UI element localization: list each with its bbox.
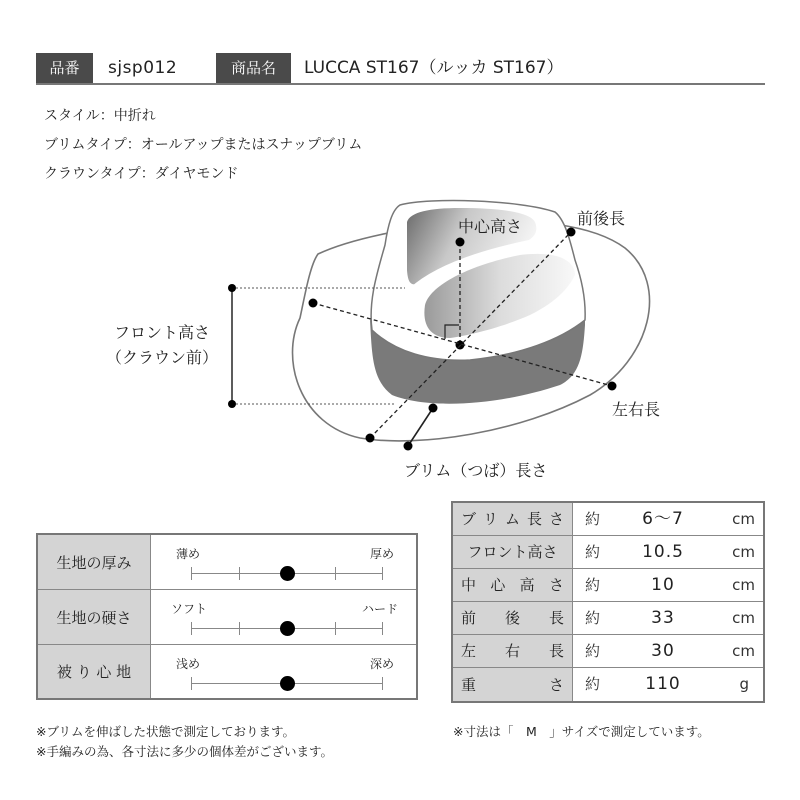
scale-max-label: 深め bbox=[369, 657, 394, 671]
scale-min-label: ソフト bbox=[171, 602, 208, 616]
style-line-style: スタイル：中折れ bbox=[44, 108, 156, 124]
spec-row-center-height bbox=[453, 569, 763, 602]
spec-label bbox=[453, 602, 573, 634]
char-label: 被 り 心 地 bbox=[38, 645, 151, 698]
spec-row-left-right bbox=[453, 635, 763, 668]
spec-label-char: 右 bbox=[504, 642, 520, 660]
spec-label-char: 長 bbox=[548, 609, 564, 627]
rating-scale bbox=[151, 645, 416, 698]
spec-row-weight bbox=[453, 668, 763, 701]
scale-tick bbox=[335, 622, 336, 635]
scale-tick bbox=[335, 567, 336, 580]
scale-track bbox=[191, 573, 383, 574]
scale-tick bbox=[239, 567, 240, 580]
spec-label bbox=[453, 569, 573, 601]
scale-tick bbox=[239, 622, 240, 635]
rating-scale bbox=[151, 535, 416, 589]
hat-measurement-diagram bbox=[0, 190, 800, 490]
note-brim-stretched: ※ブリムを伸ばした状態で測定しております。 bbox=[36, 724, 295, 739]
spec-row-front-height bbox=[453, 536, 763, 569]
item-number-label: 品番 bbox=[36, 53, 93, 83]
item-number: sjsp012 bbox=[108, 58, 178, 78]
style-line-brim-type: ブリムタイプ：オールアップまたはスナップブリム bbox=[44, 137, 363, 153]
spec-row-brim-length bbox=[453, 503, 763, 536]
scale-marker-dot bbox=[280, 676, 295, 691]
scale-tick bbox=[382, 567, 383, 580]
spec-unit: cm bbox=[732, 609, 755, 627]
spec-label-char: 長 bbox=[548, 642, 564, 660]
label-center-height: 中心高さ bbox=[458, 217, 523, 236]
spec-value: 30 bbox=[651, 641, 675, 661]
spec-approx: 約 bbox=[585, 576, 601, 594]
scale-tick bbox=[382, 622, 383, 635]
spec-value: 6〜7 bbox=[642, 509, 684, 529]
char-row-hardness bbox=[38, 590, 416, 645]
spec-label-char: 後 bbox=[504, 609, 520, 627]
spec-approx: 約 bbox=[585, 642, 601, 660]
scale-max-label: ハード bbox=[361, 602, 398, 616]
style-info bbox=[44, 106, 362, 193]
scale-tick bbox=[191, 677, 192, 690]
label-front-back-length: 前後長 bbox=[577, 209, 626, 228]
spec-label-char: 心 bbox=[490, 576, 506, 594]
scale-track bbox=[191, 628, 383, 629]
spec-label bbox=[453, 668, 573, 701]
scale-track bbox=[191, 683, 383, 684]
spec-label-char: 重 bbox=[461, 675, 477, 694]
characteristics-table bbox=[36, 533, 418, 700]
product-name-label: 商品名 bbox=[216, 53, 291, 83]
spec-value: 33 bbox=[651, 608, 675, 628]
size-spec-table bbox=[451, 501, 765, 703]
spec-label: フロント高さ bbox=[453, 536, 573, 568]
spec-label-char: さ bbox=[548, 510, 564, 528]
label-front-height-sub: （クラウン前） bbox=[106, 348, 219, 367]
scale-marker-dot bbox=[280, 621, 295, 636]
product-name: LUCCA ST167（ルッカ ST167） bbox=[304, 58, 564, 78]
spec-label-char: ブ bbox=[461, 510, 477, 528]
spec-value: 110 bbox=[645, 674, 681, 694]
rating-scale bbox=[151, 590, 416, 644]
scale-min-label: 浅め bbox=[176, 657, 201, 671]
spec-label bbox=[453, 635, 573, 667]
style-line-crown-type: クラウンタイプ：ダイヤモンド bbox=[44, 166, 239, 182]
spec-label-char: 長 bbox=[526, 510, 542, 528]
scale-tick bbox=[382, 677, 383, 690]
scale-marker-dot bbox=[280, 566, 295, 581]
scale-max-label: 厚め bbox=[369, 547, 394, 561]
spec-label-char: 左 bbox=[461, 642, 477, 660]
label-brim-length: ブリム（つば）長さ bbox=[404, 461, 548, 480]
product-header bbox=[36, 53, 765, 85]
note-size-measured: ※寸法は「 M 」サイズで測定しています。 bbox=[453, 724, 710, 739]
scale-min-label: 薄め bbox=[176, 547, 201, 561]
spec-row-front-back bbox=[453, 602, 763, 635]
char-row-fit bbox=[38, 645, 416, 698]
spec-label bbox=[453, 503, 573, 535]
spec-approx: 約 bbox=[585, 510, 601, 528]
spec-label-char: さ bbox=[548, 675, 564, 694]
spec-approx: 約 bbox=[585, 543, 601, 561]
char-label: 生地の硬さ bbox=[38, 590, 151, 644]
note-handmade-variance: ※手編みの為、各寸法に多少の個体差がございます。 bbox=[36, 744, 333, 759]
spec-label-char: 前 bbox=[461, 609, 477, 627]
spec-approx: 約 bbox=[585, 609, 601, 627]
char-label: 生地の厚み bbox=[38, 535, 151, 589]
label-front-height: フロント高さ bbox=[114, 323, 211, 342]
spec-unit: cm bbox=[732, 576, 755, 594]
spec-unit: g bbox=[739, 675, 749, 693]
scale-tick bbox=[191, 567, 192, 580]
spec-unit: cm bbox=[732, 642, 755, 660]
spec-unit: cm bbox=[732, 510, 755, 528]
spec-value: 10 bbox=[651, 575, 675, 595]
label-left-right-length: 左右長 bbox=[612, 400, 661, 419]
measurement-notes bbox=[36, 722, 333, 762]
scale-tick bbox=[191, 622, 192, 635]
spec-label-char: ム bbox=[504, 510, 520, 528]
spec-label-char: リ bbox=[482, 510, 498, 528]
char-row-thickness bbox=[38, 535, 416, 590]
spec-approx: 約 bbox=[585, 675, 601, 693]
spec-label-char: さ bbox=[548, 576, 564, 594]
spec-value: 10.5 bbox=[642, 542, 684, 562]
spec-label-char: 中 bbox=[461, 576, 477, 594]
spec-label-char: 高 bbox=[519, 576, 535, 594]
spec-unit: cm bbox=[732, 543, 755, 561]
